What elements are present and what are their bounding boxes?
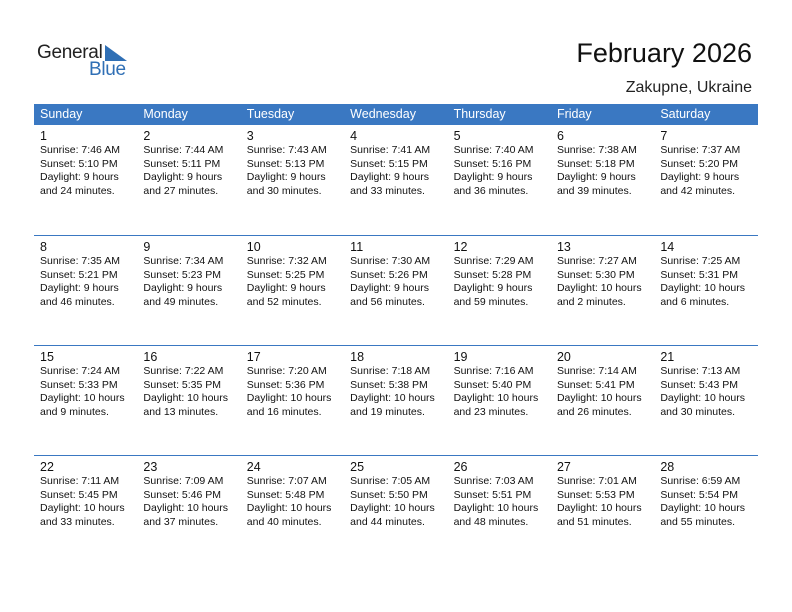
day-cell xyxy=(241,345,344,455)
daylight-text: Daylight: 10 hours xyxy=(40,502,125,515)
day-number: 9 xyxy=(143,240,151,254)
weekday-sunday: Sunday xyxy=(40,107,83,121)
day-cell xyxy=(448,125,551,235)
daylight-text: Daylight: 9 hours xyxy=(246,282,326,295)
daylight-minutes-text: and 37 minutes. xyxy=(143,515,219,528)
sunrise-text: Sunrise: 7:20 AM xyxy=(246,365,327,377)
day-number: 2 xyxy=(143,129,151,143)
daylight-minutes-text: and 27 minutes. xyxy=(143,184,219,197)
sunset-text: Sunset: 5:13 PM xyxy=(246,157,325,170)
daylight-text: Daylight: 9 hours xyxy=(143,171,223,184)
day-number: 6 xyxy=(556,129,564,143)
daylight-text: Daylight: 9 hours xyxy=(143,282,223,295)
daylight-text: Daylight: 10 hours xyxy=(660,502,745,515)
sunset-text: Sunset: 5:15 PM xyxy=(350,157,428,170)
day-cell xyxy=(34,235,137,345)
day-number: 27 xyxy=(556,460,571,474)
day-cell xyxy=(551,455,654,565)
weekday-friday: Friday xyxy=(556,107,592,121)
daylight-text: Daylight: 10 hours xyxy=(350,392,435,405)
day-number: 14 xyxy=(660,240,675,254)
daylight-minutes-text: and 51 minutes. xyxy=(556,515,632,528)
sunrise-text: Sunrise: 7:27 AM xyxy=(556,255,637,267)
day-cell xyxy=(137,345,240,455)
day-cell xyxy=(654,125,757,235)
sunrise-text: Sunrise: 7:37 AM xyxy=(660,144,741,156)
sunrise-text: Sunrise: 7:16 AM xyxy=(453,365,534,377)
day-number: 28 xyxy=(660,460,675,474)
daylight-minutes-text: and 19 minutes. xyxy=(350,405,425,418)
weekday-wednesday: Wednesday xyxy=(350,107,416,121)
day-cell xyxy=(448,345,551,455)
sunrise-text: Sunrise: 7:44 AM xyxy=(143,144,224,156)
daylight-minutes-text: and 42 minutes. xyxy=(660,184,736,197)
day-cell xyxy=(241,235,344,345)
daylight-text: Daylight: 10 hours xyxy=(143,392,229,405)
daylight-text: Daylight: 9 hours xyxy=(453,282,533,295)
weekday-saturday: Saturday xyxy=(660,107,711,121)
weekday-tuesday: Tuesday xyxy=(246,107,295,121)
day-number: 19 xyxy=(453,350,468,364)
day-number: 17 xyxy=(246,350,261,364)
sunset-text: Sunset: 5:46 PM xyxy=(143,488,222,501)
daylight-minutes-text: and 56 minutes. xyxy=(350,295,425,308)
week-row xyxy=(34,125,758,235)
day-number: 21 xyxy=(660,350,675,364)
day-number: 4 xyxy=(350,129,358,143)
sunrise-text: Sunrise: 7:34 AM xyxy=(143,255,224,267)
daylight-text: Daylight: 9 hours xyxy=(40,171,119,184)
daylight-minutes-text: and 48 minutes. xyxy=(453,515,529,528)
sunset-text: Sunset: 5:43 PM xyxy=(660,378,738,391)
sunrise-text: Sunrise: 7:46 AM xyxy=(40,144,120,156)
daylight-text: Daylight: 9 hours xyxy=(556,171,636,184)
sunrise-text: Sunrise: 7:07 AM xyxy=(246,475,327,487)
day-cell xyxy=(654,455,757,565)
day-number: 26 xyxy=(453,460,468,474)
sunset-text: Sunset: 5:28 PM xyxy=(453,268,532,281)
daylight-minutes-text: and 33 minutes. xyxy=(40,515,115,528)
sunset-text: Sunset: 5:26 PM xyxy=(350,268,428,281)
day-cell xyxy=(241,455,344,565)
daylight-text: Daylight: 10 hours xyxy=(453,502,539,515)
daylight-minutes-text: and 40 minutes. xyxy=(246,515,322,528)
day-cell xyxy=(344,455,447,565)
week-row xyxy=(34,345,758,455)
weekday-header-row xyxy=(34,104,758,125)
day-number: 20 xyxy=(556,350,571,364)
daylight-minutes-text: and 9 minutes. xyxy=(40,405,109,418)
day-cell xyxy=(34,455,137,565)
day-number: 10 xyxy=(246,240,261,254)
daylight-minutes-text: and 52 minutes. xyxy=(246,295,322,308)
daylight-text: Daylight: 9 hours xyxy=(350,282,429,295)
sunrise-text: Sunrise: 7:13 AM xyxy=(660,365,741,377)
sunrise-text: Sunrise: 7:25 AM xyxy=(660,255,741,267)
day-cell xyxy=(551,345,654,455)
week-row xyxy=(34,455,758,565)
daylight-minutes-text: and 59 minutes. xyxy=(453,295,529,308)
sunset-text: Sunset: 5:38 PM xyxy=(350,378,428,391)
sunset-text: Sunset: 5:35 PM xyxy=(143,378,222,391)
sunset-text: Sunset: 5:45 PM xyxy=(40,488,118,501)
weeks-container xyxy=(34,125,758,565)
day-cell xyxy=(241,125,344,235)
day-cell xyxy=(654,345,757,455)
day-cell xyxy=(448,455,551,565)
sunset-text: Sunset: 5:33 PM xyxy=(40,378,118,391)
weekday-thursday: Thursday xyxy=(453,107,506,121)
sunset-text: Sunset: 5:23 PM xyxy=(143,268,222,281)
calendar-grid xyxy=(34,104,758,565)
day-cell xyxy=(137,455,240,565)
sunrise-text: Sunrise: 7:09 AM xyxy=(143,475,224,487)
daylight-text: Daylight: 10 hours xyxy=(556,502,642,515)
daylight-minutes-text: and 36 minutes. xyxy=(453,184,529,197)
day-number: 25 xyxy=(350,460,365,474)
logo-word-blue: Blue xyxy=(89,59,126,80)
daylight-minutes-text: and 2 minutes. xyxy=(556,295,626,308)
daylight-text: Daylight: 10 hours xyxy=(246,502,332,515)
sunrise-text: Sunrise: 7:30 AM xyxy=(350,255,431,267)
sunrise-text: Sunrise: 7:29 AM xyxy=(453,255,534,267)
daylight-text: Daylight: 9 hours xyxy=(246,171,326,184)
daylight-minutes-text: and 44 minutes. xyxy=(350,515,425,528)
day-cell xyxy=(34,345,137,455)
sunrise-text: Sunrise: 7:22 AM xyxy=(143,365,224,377)
sunset-text: Sunset: 5:53 PM xyxy=(556,488,635,501)
sunrise-text: Sunrise: 7:41 AM xyxy=(350,144,431,156)
sunset-text: Sunset: 5:10 PM xyxy=(40,157,118,170)
day-number: 13 xyxy=(556,240,571,254)
daylight-text: Daylight: 10 hours xyxy=(660,282,745,295)
daylight-minutes-text: and 55 minutes. xyxy=(660,515,736,528)
day-cell xyxy=(551,125,654,235)
sunrise-text: Sunrise: 7:32 AM xyxy=(246,255,327,267)
day-number: 24 xyxy=(246,460,261,474)
sunrise-text: Sunrise: 7:38 AM xyxy=(556,144,637,156)
day-number: 18 xyxy=(350,350,365,364)
daylight-text: Daylight: 10 hours xyxy=(556,392,642,405)
weekday-monday: Monday xyxy=(143,107,188,121)
sunset-text: Sunset: 5:31 PM xyxy=(660,268,738,281)
sunset-text: Sunset: 5:30 PM xyxy=(556,268,635,281)
sunset-text: Sunset: 5:40 PM xyxy=(453,378,532,391)
daylight-text: Daylight: 9 hours xyxy=(660,171,740,184)
day-number: 12 xyxy=(453,240,468,254)
day-number: 11 xyxy=(350,240,364,254)
day-cell xyxy=(137,235,240,345)
day-number: 15 xyxy=(40,350,54,364)
daylight-text: Daylight: 9 hours xyxy=(350,171,429,184)
day-number: 1 xyxy=(40,129,47,143)
sunset-text: Sunset: 5:48 PM xyxy=(246,488,325,501)
sunset-text: Sunset: 5:41 PM xyxy=(556,378,635,391)
day-number: 5 xyxy=(453,129,461,143)
sunrise-text: Sunrise: 7:01 AM xyxy=(556,475,637,487)
daylight-minutes-text: and 26 minutes. xyxy=(556,405,632,418)
day-number: 22 xyxy=(40,460,54,474)
daylight-minutes-text: and 30 minutes. xyxy=(660,405,736,418)
sunrise-text: Sunrise: 7:18 AM xyxy=(350,365,431,377)
day-cell xyxy=(654,235,757,345)
sunset-text: Sunset: 5:18 PM xyxy=(556,157,635,170)
day-number: 23 xyxy=(143,460,158,474)
sunrise-text: Sunrise: 7:43 AM xyxy=(246,144,327,156)
daylight-text: Daylight: 10 hours xyxy=(143,502,229,515)
sunrise-text: Sunrise: 7:14 AM xyxy=(556,365,637,377)
day-number: 8 xyxy=(40,240,47,254)
day-cell xyxy=(344,125,447,235)
day-cell xyxy=(551,235,654,345)
sunrise-text: Sunrise: 7:35 AM xyxy=(40,255,120,267)
day-cell xyxy=(34,125,137,235)
daylight-minutes-text: and 23 minutes. xyxy=(453,405,529,418)
sunset-text: Sunset: 5:21 PM xyxy=(40,268,118,281)
daylight-minutes-text: and 49 minutes. xyxy=(143,295,219,308)
sunrise-text: Sunrise: 6:59 AM xyxy=(660,475,741,487)
day-cell xyxy=(137,125,240,235)
daylight-minutes-text: and 46 minutes. xyxy=(40,295,115,308)
sunrise-text: Sunrise: 7:05 AM xyxy=(350,475,431,487)
daylight-text: Daylight: 10 hours xyxy=(660,392,745,405)
logo-word-general: General xyxy=(37,42,103,63)
location-label: Zakupne, Ukraine xyxy=(625,79,752,96)
daylight-minutes-text: and 13 minutes. xyxy=(143,405,219,418)
sunset-text: Sunset: 5:51 PM xyxy=(453,488,532,501)
sunset-text: Sunset: 5:11 PM xyxy=(143,157,221,170)
day-number: 7 xyxy=(660,129,668,143)
daylight-minutes-text: and 6 minutes. xyxy=(660,295,730,308)
page-title: February 2026 xyxy=(576,38,752,68)
day-cell xyxy=(344,235,447,345)
sunset-text: Sunset: 5:36 PM xyxy=(246,378,325,391)
sunset-text: Sunset: 5:54 PM xyxy=(660,488,738,501)
sunrise-text: Sunrise: 7:24 AM xyxy=(40,365,120,377)
sunset-text: Sunset: 5:20 PM xyxy=(660,157,738,170)
daylight-text: Daylight: 9 hours xyxy=(40,282,119,295)
sunrise-text: Sunrise: 7:03 AM xyxy=(453,475,534,487)
daylight-text: Daylight: 10 hours xyxy=(40,392,125,405)
sunset-text: Sunset: 5:16 PM xyxy=(453,157,532,170)
daylight-minutes-text: and 33 minutes. xyxy=(350,184,425,197)
sunset-text: Sunset: 5:25 PM xyxy=(246,268,325,281)
daylight-text: Daylight: 9 hours xyxy=(453,171,533,184)
logo xyxy=(37,42,137,82)
daylight-text: Daylight: 10 hours xyxy=(246,392,332,405)
daylight-minutes-text: and 16 minutes. xyxy=(246,405,322,418)
daylight-minutes-text: and 39 minutes. xyxy=(556,184,632,197)
week-row xyxy=(34,235,758,345)
daylight-minutes-text: and 30 minutes. xyxy=(246,184,322,197)
sunrise-text: Sunrise: 7:40 AM xyxy=(453,144,534,156)
sunrise-text: Sunrise: 7:11 AM xyxy=(40,475,120,487)
daylight-text: Daylight: 10 hours xyxy=(453,392,539,405)
daylight-text: Daylight: 10 hours xyxy=(350,502,435,515)
daylight-text: Daylight: 10 hours xyxy=(556,282,642,295)
day-cell xyxy=(448,235,551,345)
daylight-minutes-text: and 24 minutes. xyxy=(40,184,115,197)
day-number: 16 xyxy=(143,350,158,364)
day-number: 3 xyxy=(246,129,254,143)
sunset-text: Sunset: 5:50 PM xyxy=(350,488,428,501)
day-cell xyxy=(344,345,447,455)
